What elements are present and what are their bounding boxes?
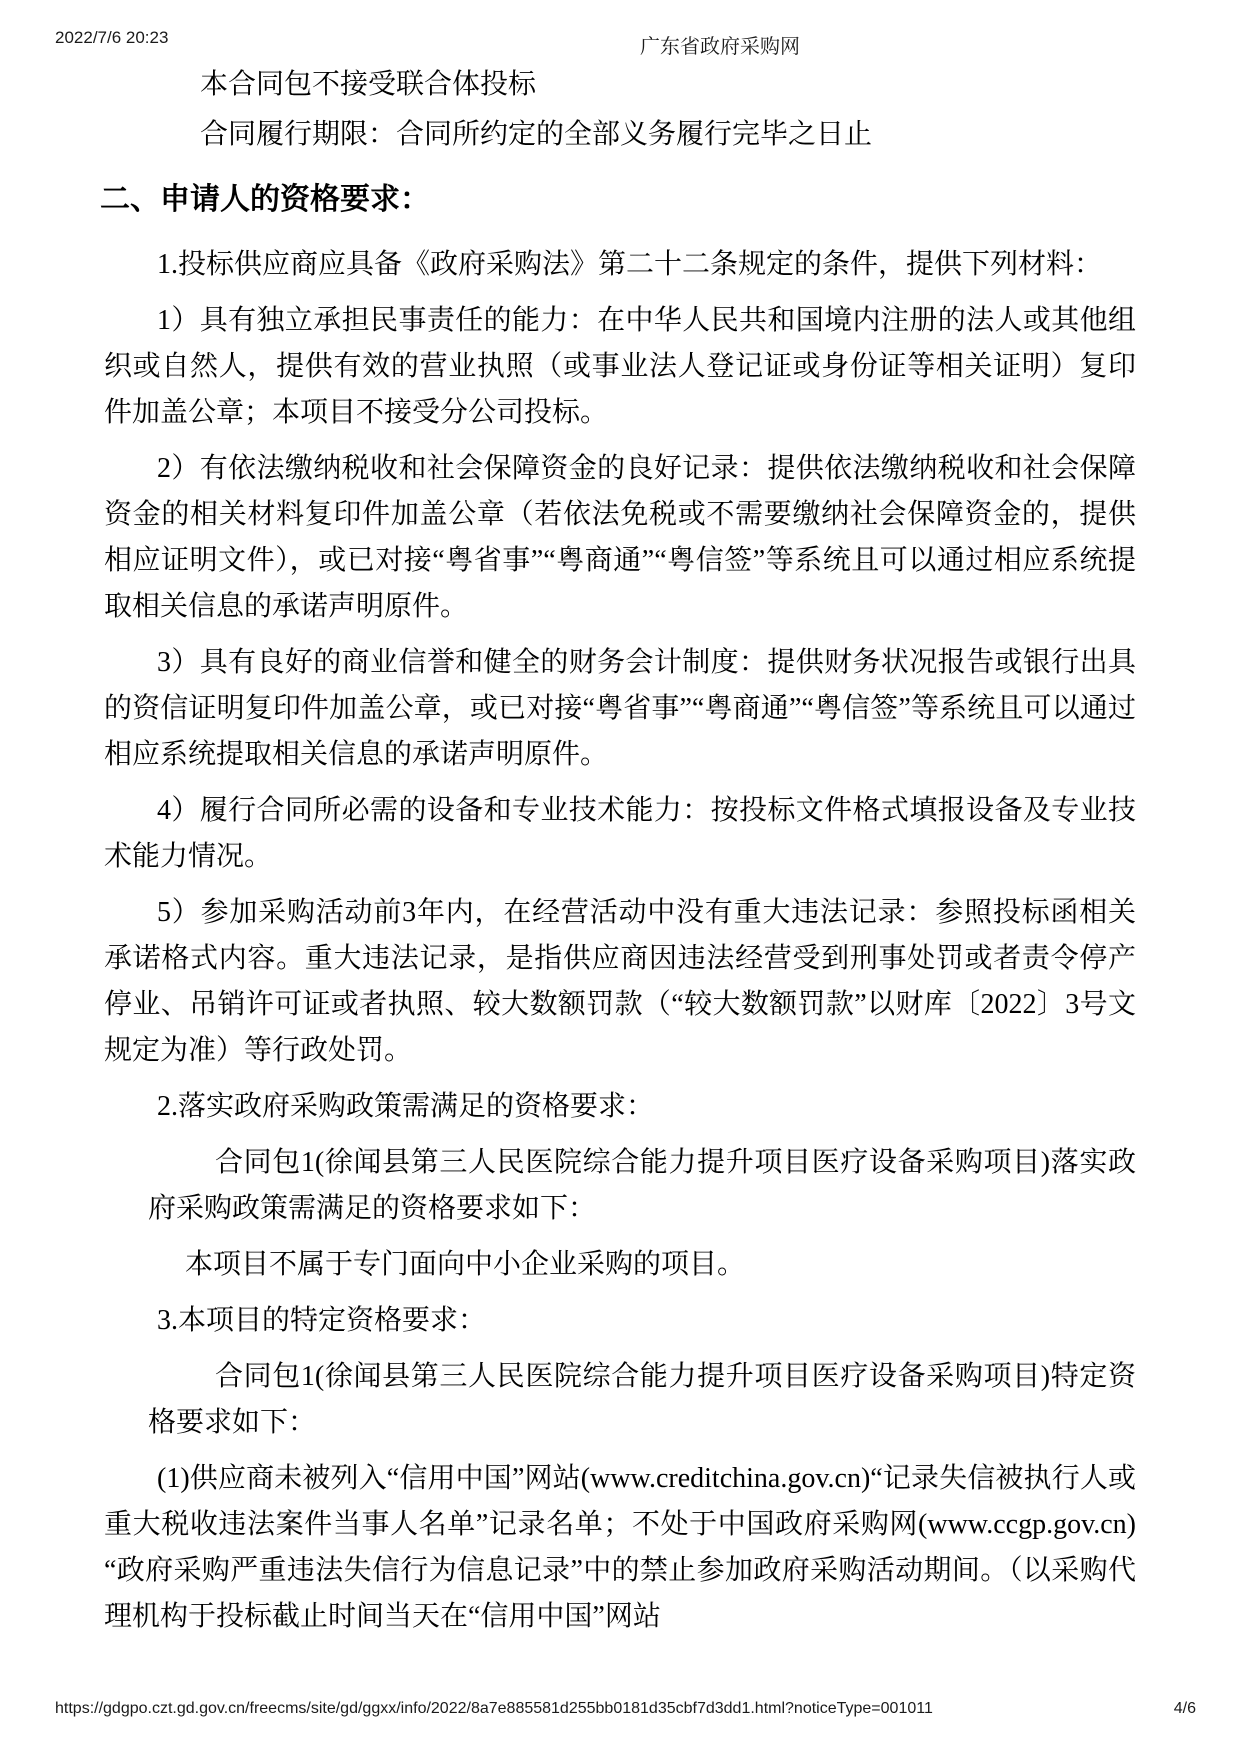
paragraph-not-sme-project: 本项目不属于专门面向中小企业采购的项目。 [185,1249,746,1280]
paragraph-2-policy-requirements: 2.落实政府采购政策需满足的资格要求： [157,1091,655,1122]
print-header [0,28,1240,58]
intro-line-contract-period: 合同履行期限：合同所约定的全部义务履行完毕之日止 [200,119,873,150]
paragraph-3-specific-requirements: 3.本项目的特定资格要求： [157,1305,487,1336]
paragraph-equipment-capability: 4）履行合同所必需的设备和专业技术能力：按投标文件格式填报设备及专业技术能力情况。 [104,795,1136,872]
paragraph-business-reputation: 3）具有良好的商业信誉和健全的财务会计制度：提供财务状况报告或银行出具的资信证明复印件加盖公章，或已对接“粤省事”“粤商通”“粤信签”等系统且可以通过相应系统提取相关信息的承诺声明原件。 [104,647,1136,770]
print-footer [0,1700,1240,1724]
paragraph-no-major-violations: 5）参加采购活动前3年内，在经营活动中没有重大违法记录：参照投标函相关承诺格式内容。重大违法记录，是指供应商因违法经营受到刑事处罚或者责令停产停业、吊销许可证或者执照、较大数额罚款（“较大数额罚款”以财库〔2022〕3号文规定为准）等行政处罚。 [104,897,1136,1066]
intro-line-no-consortium: 本合同包不接受联合体投标 [200,69,537,100]
paragraph-tax-social-security: 2）有依法缴纳税收和社会保障资金的良好记录：提供依法缴纳税收和社会保障资金的相关材料复印件加盖公章（若依法免税或不需要缴纳社会保障资金的，提供相应证明文件），或已对接“粤省事”“粤商通”“粤信签”等系统且可以通过相应系统提取相关信息的承诺声明原件。 [104,453,1136,622]
footer-url: https://gdgpo.czt.gd.gov.cn/freecms/site/gd/ggxx/info/2022/8a7e885581d255bb0181d35cbf7d3dd1.html?noticeType=001011 [55,1700,933,1717]
paragraph-credit-china-check: (1)供应商未被列入“信用中国”网站(www.creditchina.gov.cn)“记录失信被执行人或重大税收违法案件当事人名单”记录名单；不处于中国政府采购网(www.ccgp.gov.cn)“政府采购严重违法失信行为信息记录”中的禁止参加政府采购活动期间。（以采购代理机构于投标截止时间当天在“信用中国”网站 [104,1463,1136,1632]
footer-page-number: 4/6 [1173,1700,1196,1717]
section-heading-applicant-qualifications: 二、申请人的资格要求： [100,183,430,216]
header-site-name: 广东省政府采购网 [640,36,800,58]
paragraph-civil-liability: 1）具有独立承担民事责任的能力：在中华人民共和国境内注册的法人或其他组织或自然人，提供有效的营业执照（或事业法人登记证或身份证等相关证明）复印件加盖公章；本项目不接受分公司投标。 [104,305,1136,428]
paragraph-contract-package-policy: 合同包1(徐闻县第三人民医院综合能力提升项目医疗设备采购项目)落实政府采购政策需满足的资格要求如下： [148,1147,1136,1224]
paragraph-contract-package-specific: 合同包1(徐闻县第三人民医院综合能力提升项目医疗设备采购项目)特定资格要求如下： [148,1361,1136,1438]
paragraph-1-required-conditions: 1.投标供应商应具备《政府采购法》第二十二条规定的条件，提供下列材料： [157,249,1103,280]
header-datetime: 2022/7/6 20:23 [55,28,169,47]
document-body [0,62,1240,1650]
